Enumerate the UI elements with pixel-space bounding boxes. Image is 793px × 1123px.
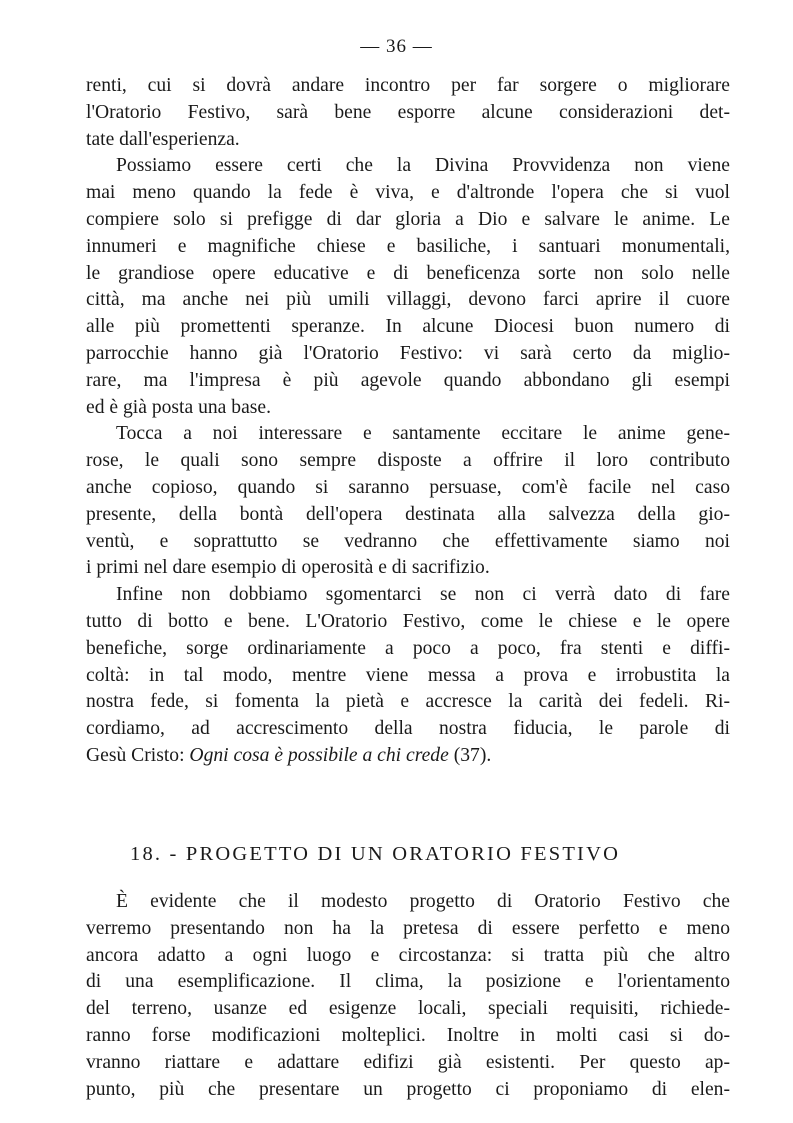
- text-line: alle più promettenti speranze. In alcune Diocesi buon numero di: [86, 316, 730, 338]
- text-block-upper: [86, 73, 730, 770]
- text-line: Possiamo essere certi che la Divina Provvidenza non viene: [116, 155, 730, 177]
- text-line: i primi nel dare esempio di operosità e di sacrifizio.: [86, 557, 490, 579]
- text-line: ranno forse modificazioni molteplici. Inoltre in molti casi si do-: [86, 1024, 730, 1046]
- text-line: punto, più che presentare un progetto ci proponiamo di elen-: [86, 1078, 730, 1100]
- text-line: È evidente che il modesto progetto di Oratorio Festivo che: [116, 891, 730, 912]
- text-line: Tocca a noi interessare e santamente eccitare le anime gene-: [116, 423, 730, 445]
- quote-lead: Gesù Cristo:: [86, 744, 190, 766]
- text-line: tutto di botto e bene. L'Oratorio Festivo, come le chiese e le opere: [86, 610, 730, 632]
- text-line: del terreno, usanze ed esigenze locali, speciali requisiti, richiede-: [86, 998, 730, 1020]
- paragraph-patience: [86, 582, 730, 770]
- text-line: ventù, e soprattutto se vedranno che effettivamente siamo noi: [86, 530, 730, 552]
- text-line: benefiche, sorge ordinariamente a poco a poco, fra stenti e diffi-: [86, 637, 730, 659]
- text-line: rare, ma l'impresa è più agevole quando abbondano gli esempi: [86, 369, 730, 391]
- text-block-lower: [86, 889, 730, 1103]
- text-line: presente, della bontà dell'opera destinata alla salvezza della gio-: [86, 503, 730, 525]
- paragraph-project: [86, 889, 730, 1103]
- paragraph-generous-souls: [86, 421, 730, 582]
- section-heading: 18. - PROGETTO DI UN ORATORIO FESTIVO: [130, 843, 621, 865]
- text-line: innumeri e magnifiche chiese e basiliche, i santuari monumentali,: [86, 235, 730, 257]
- text-line: verremo presentando non ha la pretesa di essere perfetto e meno: [86, 917, 730, 939]
- page-number: — 36 —: [360, 36, 433, 57]
- text-line: città, ma anche nei più umili villaggi, devono farci aprire il cuore: [86, 289, 730, 311]
- text-line: anche copioso, quando si saranno persuase, com'è facile nel caso: [86, 476, 730, 498]
- text-line-with-quote: [86, 743, 730, 770]
- text-line: compiere solo si prefigge di dar gloria a Dio e salvare le anime. Le: [86, 208, 730, 230]
- continuation-paragraph: [86, 73, 730, 153]
- text-line: le grandiose opere educative e di beneficenza sorte non solo nelle: [86, 262, 730, 284]
- text-line: ed è già posta una base.: [86, 396, 271, 418]
- text-line: tate dall'esperienza.: [86, 128, 240, 150]
- scripture-quote: Ogni cosa è possibile a chi crede: [189, 744, 449, 766]
- text-line: Infine non dobbiamo sgomentarci se non ci verrà dato di fare: [116, 584, 730, 606]
- text-line: parrocchie hanno già l'Oratorio Festivo: vi sarà certo da miglio-: [86, 342, 730, 364]
- footnote-reference: (37).: [448, 744, 492, 766]
- text-line: di una esemplificazione. Il clima, la posizione e l'orientamento: [86, 971, 730, 993]
- text-line: l'Oratorio Festivo, sarà bene esporre alcune considerazioni det-: [86, 101, 730, 123]
- text-line: rose, le quali sono sempre disposte a offrire il loro contributo: [86, 450, 730, 472]
- text-line: vranno riattare e adattare edifizi già esistenti. Per questo ap-: [86, 1051, 730, 1073]
- text-line: renti, cui si dovrà andare incontro per far sorgere o migliorare: [86, 75, 730, 96]
- text-line: coltà: in tal modo, mentre viene messa a prova e irrobustita la: [86, 664, 730, 686]
- text-line: cordiamo, ad accrescimento della nostra fiducia, le parole di: [86, 718, 730, 740]
- text-line: ancora adatto a ogni luogo e circostanza: si tratta più che altro: [86, 944, 730, 966]
- paragraph-providence: [86, 153, 730, 421]
- text-line: mai meno quando la fede è viva, e d'altronde l'opera che si vuol: [86, 182, 730, 204]
- text-line: nostra fede, si fomenta la pietà e accresce la carità dei fedeli. Ri-: [86, 691, 730, 713]
